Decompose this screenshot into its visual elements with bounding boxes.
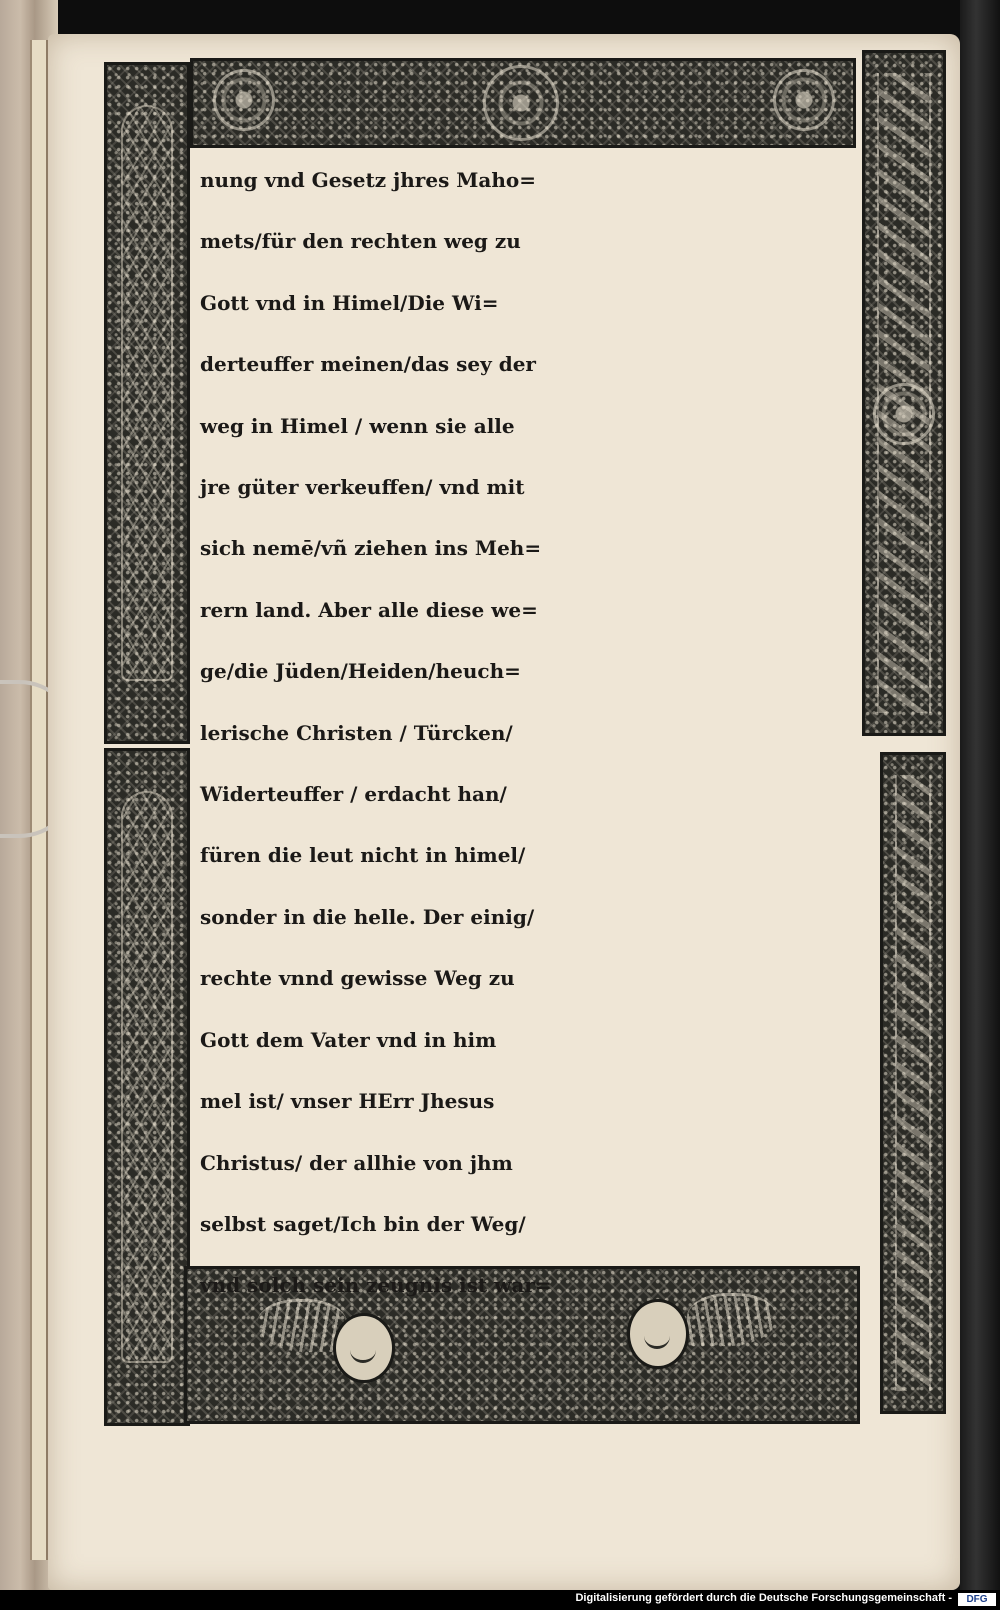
twisted-column-ornament [895, 775, 931, 1391]
text-line: sonder in die helle. Der einig/ [200, 904, 535, 929]
page-edge-shadow [960, 0, 1000, 1590]
text-line: mets/für den rechten weg zu [200, 229, 521, 254]
woodcut-border-right-upper [862, 50, 946, 736]
rosette-ornament [483, 65, 559, 141]
funding-credit: Digitalisierung gefördert durch die Deutsche Forschungsgemeinschaft - [575, 1592, 952, 1604]
cherub-face-ornament [333, 1313, 395, 1383]
rosette-ornament [213, 69, 275, 131]
text-line: weg in Himel / wenn sie alle [200, 413, 515, 438]
text-line: ge/die Jüden/Heiden/heuch= [200, 659, 521, 684]
vase-column-ornament [121, 791, 173, 1363]
woodcut-border-top [190, 58, 856, 148]
text-line: Gott dem Vater vnd in him [200, 1027, 497, 1052]
vase-column-ornament [121, 105, 173, 681]
dfg-logo: DFG [958, 1593, 996, 1606]
text-line: Widerteuffer / erdacht han/ [200, 782, 507, 807]
text-line: derteuffer meinen/das sey der [200, 352, 536, 377]
text-line: sich nemē/vñ ziehen ins Meh= [200, 536, 542, 561]
rosette-ornament [873, 383, 935, 445]
text-line: selbst saget/Ich bin der Weg/ [200, 1211, 526, 1236]
woodcut-border-left-upper [104, 62, 190, 744]
text-line: vnd solch sein zeugnis ist war= [200, 1273, 552, 1298]
text-line: mel ist/ vnser HErr Jhesus [200, 1089, 495, 1114]
rosette-ornament [773, 69, 835, 131]
text-line: Christus/ der allhie von jhm [200, 1150, 513, 1175]
footer-bar [0, 1590, 1000, 1610]
text-line: lerische Christen / Türcken/ [200, 720, 513, 745]
text-line: jre güter verkeuffen/ vnd mit [200, 475, 525, 500]
woodcut-border-right-lower [880, 752, 946, 1414]
text-line: rechte vnnd gewisse Weg zu [200, 966, 515, 991]
page-text-block [200, 150, 860, 1298]
text-line: rern land. Aber alle diese we= [200, 597, 538, 622]
text-line: nung vnd Gesetz jhres Maho= [200, 168, 537, 192]
text-line: Gott vnd in Himel/Die Wi= [200, 290, 499, 315]
woodcut-border-left-lower [104, 748, 190, 1426]
text-line: füren die leut nicht in himel/ [200, 843, 526, 868]
